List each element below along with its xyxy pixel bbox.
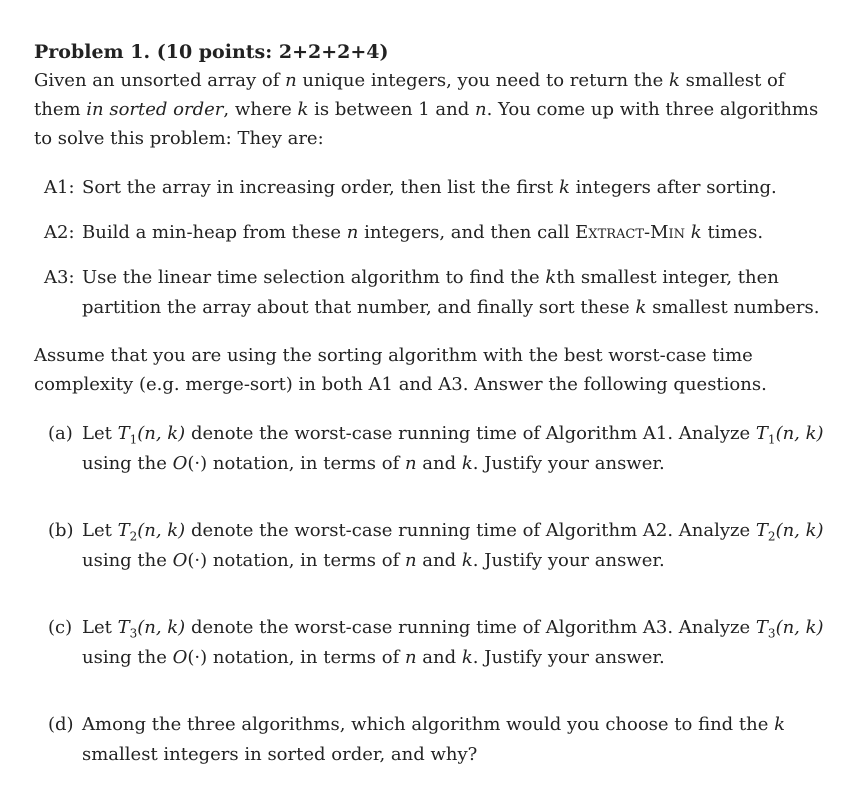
question-label: (a) [48, 423, 73, 444]
algorithm-text: Use the linear time selection algorithm to find the [82, 267, 546, 288]
algorithm-list [34, 173, 824, 323]
math-var-t: T [755, 423, 768, 444]
question-text: denote the worst-case running time of Algorithm A3. Analyze [185, 617, 756, 638]
question-text: and [416, 647, 462, 668]
math-subscript: 2 [129, 529, 138, 544]
question-text: Let [82, 520, 118, 541]
question-text: denote the worst-case running time of Algorithm A1. Analyze [185, 423, 756, 444]
algorithm-text: Build a min-heap from these [82, 222, 347, 243]
algorithm-item [34, 173, 824, 203]
math-args: (n, k) [137, 520, 186, 541]
math-var-k: k [774, 714, 786, 735]
math-var-k: k [461, 647, 473, 668]
question-text: notation, in terms of [207, 647, 405, 668]
math-big-o: O [172, 550, 188, 571]
intro-text: , where [223, 99, 298, 120]
question-text: notation, in terms of [207, 550, 405, 571]
math-subscript: 1 [767, 432, 776, 447]
math-var-k: k [461, 453, 473, 474]
math-subscript: 3 [767, 626, 776, 641]
math-var-k: k [669, 70, 680, 91]
math-var-k: k [461, 550, 473, 571]
algorithm-text: th smallest integer, then partition the array about that number, and finally sort these [82, 267, 779, 318]
question-text: using the [82, 453, 173, 474]
math-args: (n, k) [137, 423, 186, 444]
question-label: (d) [48, 714, 74, 735]
math-var-n: n [404, 550, 417, 571]
intro-text: Given an unsorted array of [34, 70, 286, 91]
math-big-o: O [172, 647, 188, 668]
question-text: . Justify your answer. [472, 647, 665, 668]
question-text: using the [82, 647, 173, 668]
math-args: (n, k) [775, 617, 824, 638]
question-text: notation, in terms of [207, 453, 405, 474]
math-var-t: T [117, 617, 130, 638]
math-var-t: T [755, 617, 768, 638]
question-item [34, 419, 824, 479]
question-text: Let [82, 617, 118, 638]
problem-intro [34, 66, 824, 153]
question-text: and [416, 453, 462, 474]
math-subscript: 2 [767, 529, 776, 544]
algorithm-item [34, 218, 824, 248]
intro-text: smallest of them [34, 70, 785, 120]
algorithm-text: integers, and then call [358, 222, 576, 243]
algorithm-text: times. [701, 222, 764, 243]
question-label: (b) [48, 520, 74, 541]
intro-text: unique integers, you need to return the [296, 70, 670, 91]
question-text: Among the three algorithms, which algorithm would you choose to find the [82, 714, 775, 735]
math-subscript: 1 [129, 432, 138, 447]
question-list [34, 419, 824, 770]
procedure-name: Extract-Min [575, 222, 686, 243]
math-args: (·) [187, 647, 208, 668]
question-text: smallest integers in sorted order, and why? [82, 744, 478, 765]
math-args: (n, k) [775, 520, 824, 541]
question-item [34, 710, 824, 770]
math-var-k: k [545, 267, 557, 288]
math-var-k: k [690, 222, 702, 243]
question-text: Let [82, 423, 118, 444]
math-args: (n, k) [137, 617, 186, 638]
algorithm-label: A1: [44, 177, 75, 198]
question-text: and [416, 550, 462, 571]
math-big-o: O [172, 453, 188, 474]
math-var-k: k [297, 99, 309, 120]
question-item [34, 516, 824, 576]
question-text: using the [82, 550, 173, 571]
intro-text: . You come up with three algorithms to solve this problem: They are: [34, 99, 819, 149]
assumption-paragraph: Assume that you are using the sorting algorithm with the best worst-case time complexity (e.g. merge-sort) in both A1 and A3. Answer the following questions. [34, 345, 767, 395]
question-text: . Justify your answer. [472, 550, 665, 571]
math-args: (n, k) [775, 423, 824, 444]
math-var-t: T [117, 423, 130, 444]
math-var-n: n [404, 647, 417, 668]
emphasis-text: in sorted order [86, 99, 224, 120]
math-var-n: n [346, 222, 359, 243]
math-args: (·) [187, 550, 208, 571]
problem-document [34, 38, 824, 770]
algorithm-text: Sort the array in increasing order, then list the first [82, 177, 559, 198]
question-item [34, 613, 824, 673]
math-var-k: k [635, 297, 647, 318]
algorithm-label: A3: [44, 267, 75, 288]
question-text: . Justify your answer. [472, 453, 665, 474]
question-label: (c) [48, 617, 73, 638]
algorithm-label: A2: [44, 222, 75, 243]
math-subscript: 3 [129, 626, 138, 641]
algorithm-text: integers after sorting. [569, 177, 777, 198]
math-var-k: k [559, 177, 570, 198]
math-var-n: n [475, 99, 487, 120]
math-var-n: n [404, 453, 417, 474]
math-var-t: T [117, 520, 130, 541]
intro-text: is between 1 and [308, 99, 476, 120]
math-var-n: n [285, 70, 297, 91]
algorithm-item [34, 263, 824, 323]
algorithm-text: smallest numbers. [646, 297, 820, 318]
question-text: denote the worst-case running time of Algorithm A2. Analyze [185, 520, 756, 541]
problem-title: Problem 1. (10 points: 2+2+2+4) [34, 41, 389, 63]
math-args: (·) [187, 453, 208, 474]
math-var-t: T [755, 520, 768, 541]
